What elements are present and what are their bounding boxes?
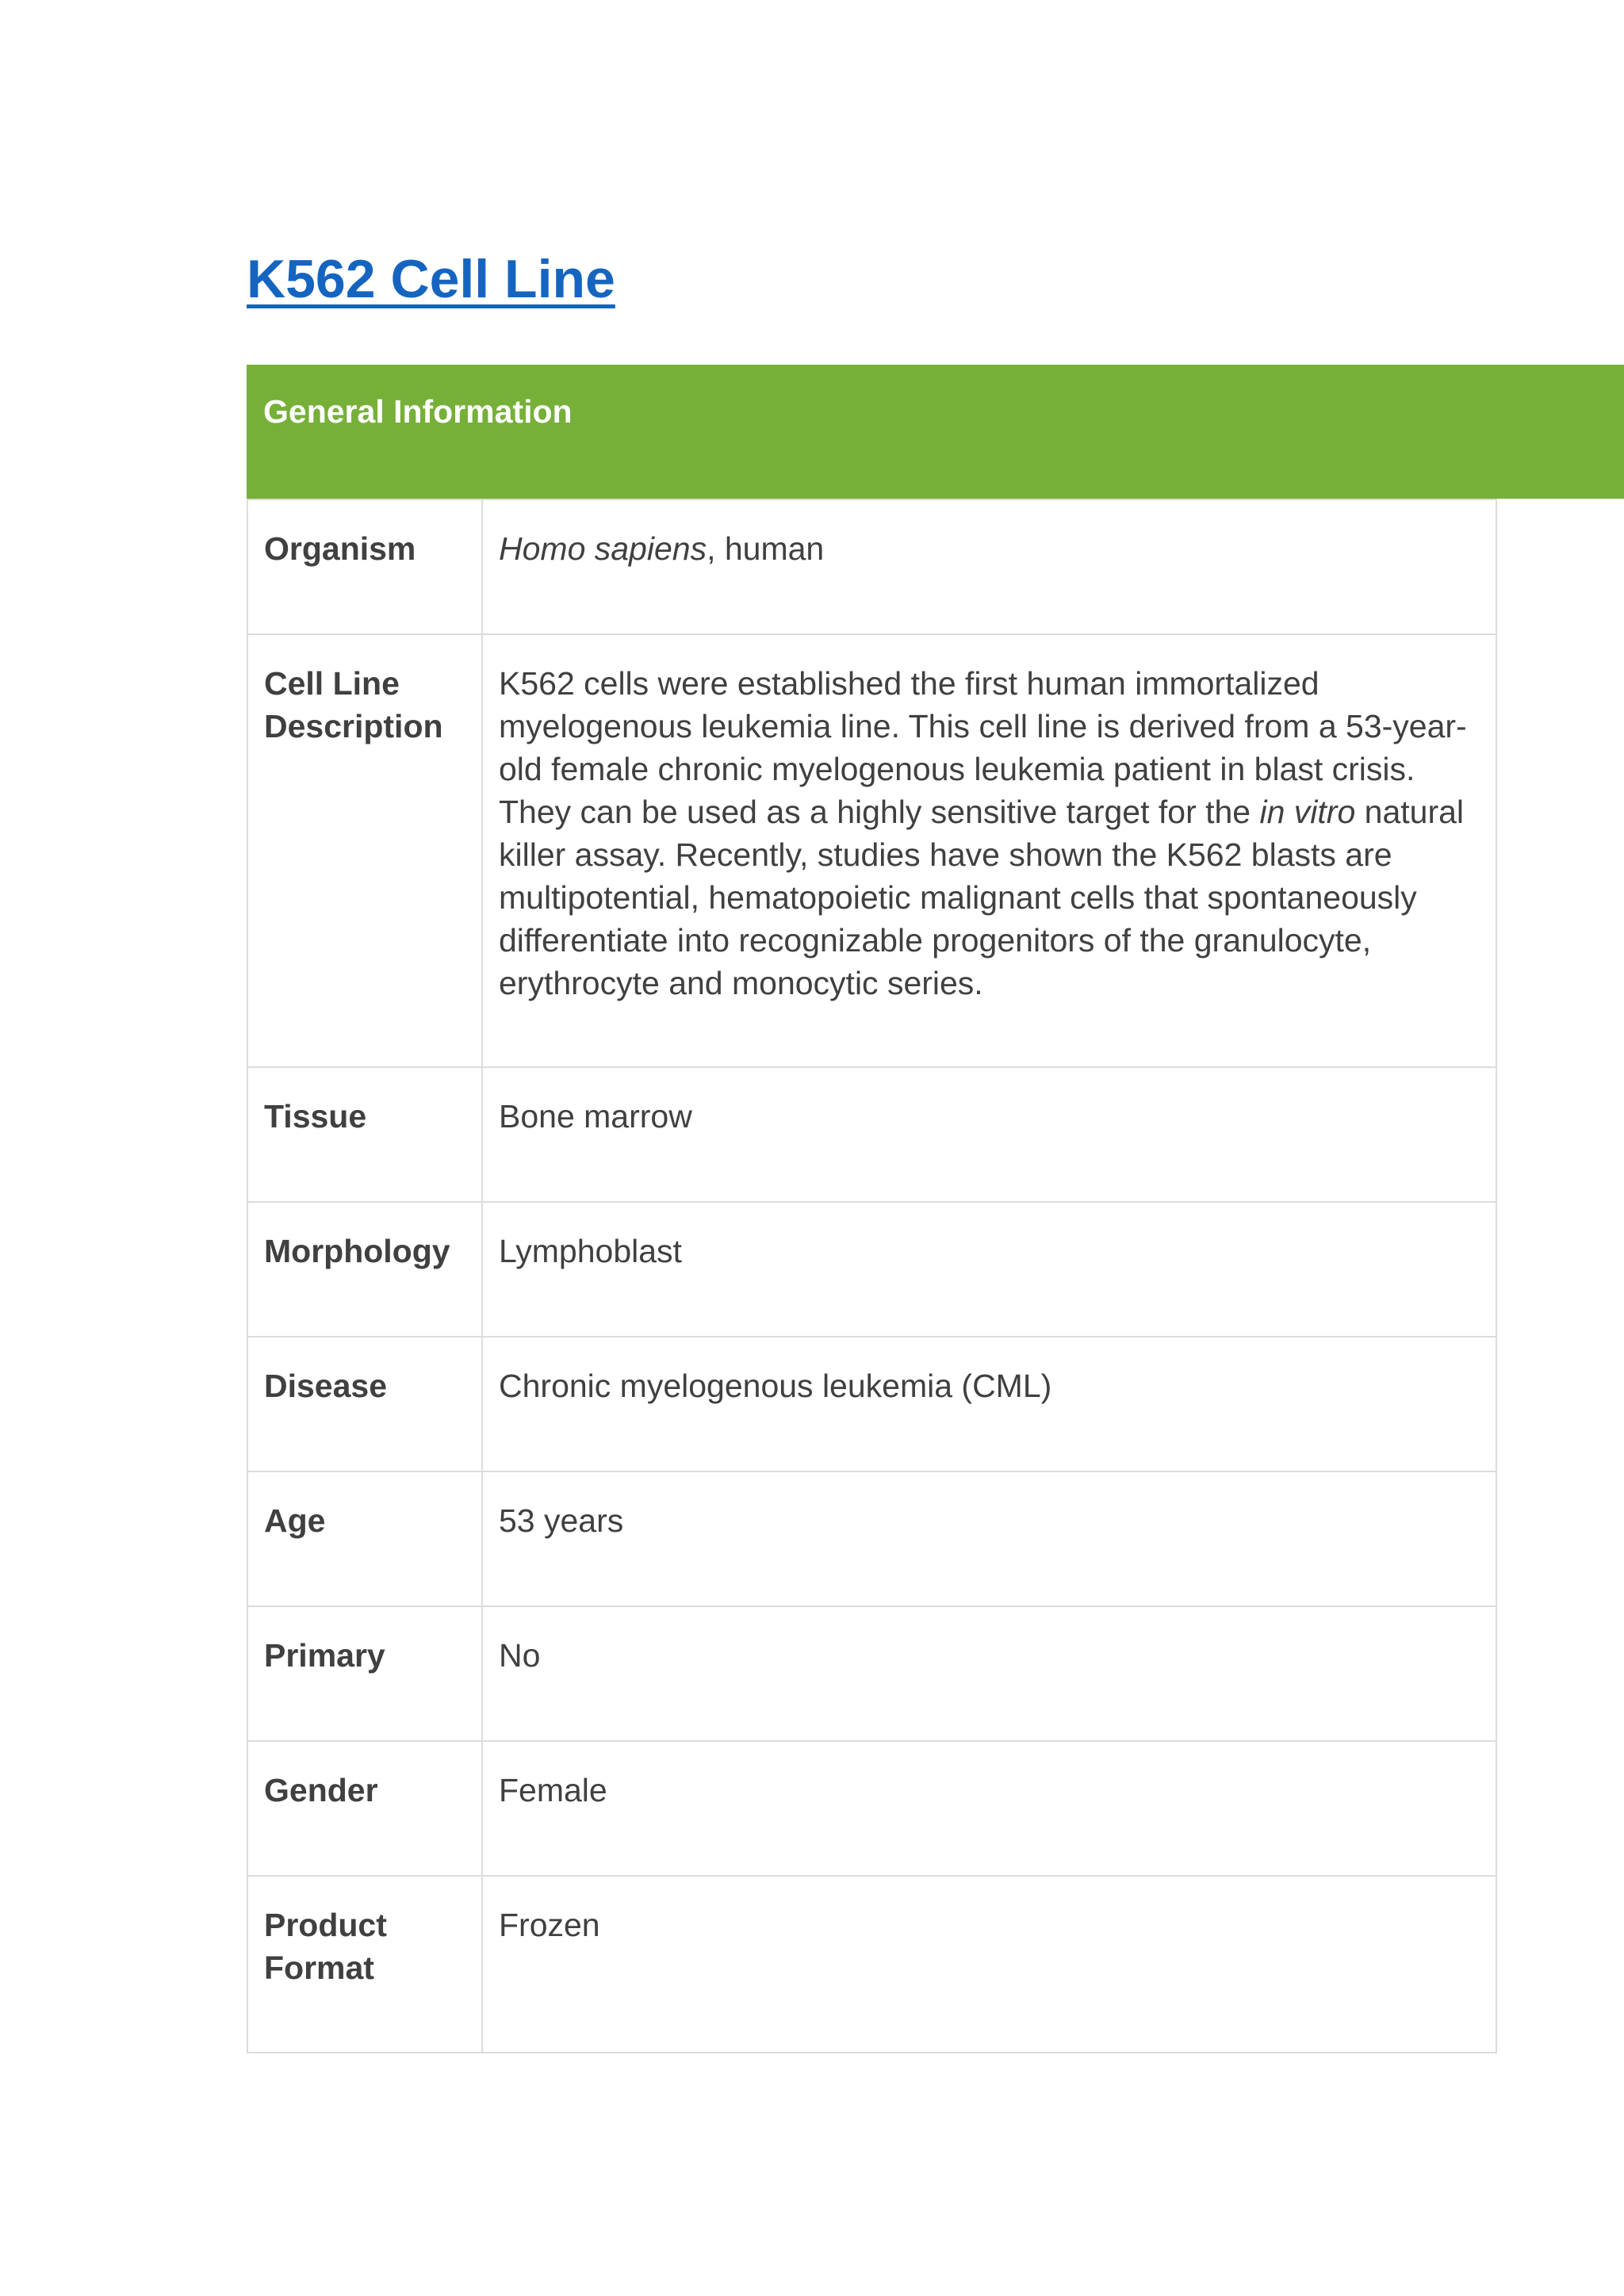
- description-line: [499, 790, 1480, 833]
- description-line: myelogenous leukemia line. This cell line is derived from a 53-year-: [499, 708, 1467, 744]
- general-information-table: [247, 499, 1497, 2053]
- table-row-gender: [247, 1741, 1496, 1876]
- description-line: killer assay. Recently, studies have shown the K562 blasts are: [499, 836, 1392, 873]
- description-line: K562 cells were established the first human immortalized: [499, 665, 1320, 702]
- description-value: [482, 634, 1496, 1067]
- primary-value: No: [482, 1606, 1496, 1741]
- description-text: natural: [1355, 794, 1465, 830]
- table-row-disease: [247, 1337, 1496, 1471]
- gender-value: Female: [482, 1741, 1496, 1876]
- section-header-general-information: General Information: [247, 365, 1624, 499]
- primary-label: Primary: [247, 1606, 482, 1741]
- table-row-tissue: [247, 1067, 1496, 1202]
- gender-label: Gender: [247, 1741, 482, 1876]
- table-row-product-format: [247, 1876, 1496, 2053]
- organism-label: Organism: [247, 499, 482, 634]
- product-format-label: Product Format: [247, 1876, 482, 2053]
- tissue-label: Tissue: [247, 1067, 482, 1202]
- disease-value: Chronic myelogenous leukemia (CML): [482, 1337, 1496, 1471]
- organism-scientific-name: Homo sapiens: [499, 530, 707, 567]
- disease-label: Disease: [247, 1337, 482, 1471]
- morphology-value: Lymphoblast: [482, 1202, 1496, 1337]
- tissue-value: Bone marrow: [482, 1067, 1496, 1202]
- organism-value: [482, 499, 1496, 634]
- description-line: multipotential, hematopoietic malignant cells that spontaneously: [499, 879, 1417, 916]
- table-row-organism: [247, 499, 1496, 634]
- page-title[interactable]: K562 Cell Line: [247, 249, 615, 309]
- morphology-label: Morphology: [247, 1202, 482, 1337]
- age-value: 53 years: [482, 1471, 1496, 1606]
- table-row-primary: [247, 1606, 1496, 1741]
- description-line: erythrocyte and monocytic series.: [499, 965, 983, 1001]
- description-label: Cell Line Description: [247, 634, 482, 1067]
- table-row-morphology: [247, 1202, 1496, 1337]
- product-format-value: Frozen: [482, 1876, 1496, 2053]
- organism-common-name: , human: [707, 530, 825, 567]
- table-row-description: [247, 634, 1496, 1067]
- description-text: They can be used as a highly sensitive target for the: [499, 794, 1260, 830]
- description-in-vitro: in vitro: [1259, 794, 1356, 830]
- table-row-age: [247, 1471, 1496, 1606]
- age-label: Age: [247, 1471, 482, 1606]
- description-line: differentiate into recognizable progenitors of the granulocyte,: [499, 922, 1372, 959]
- description-line: old female chronic myelogenous leukemia patient in blast crisis.: [499, 751, 1415, 787]
